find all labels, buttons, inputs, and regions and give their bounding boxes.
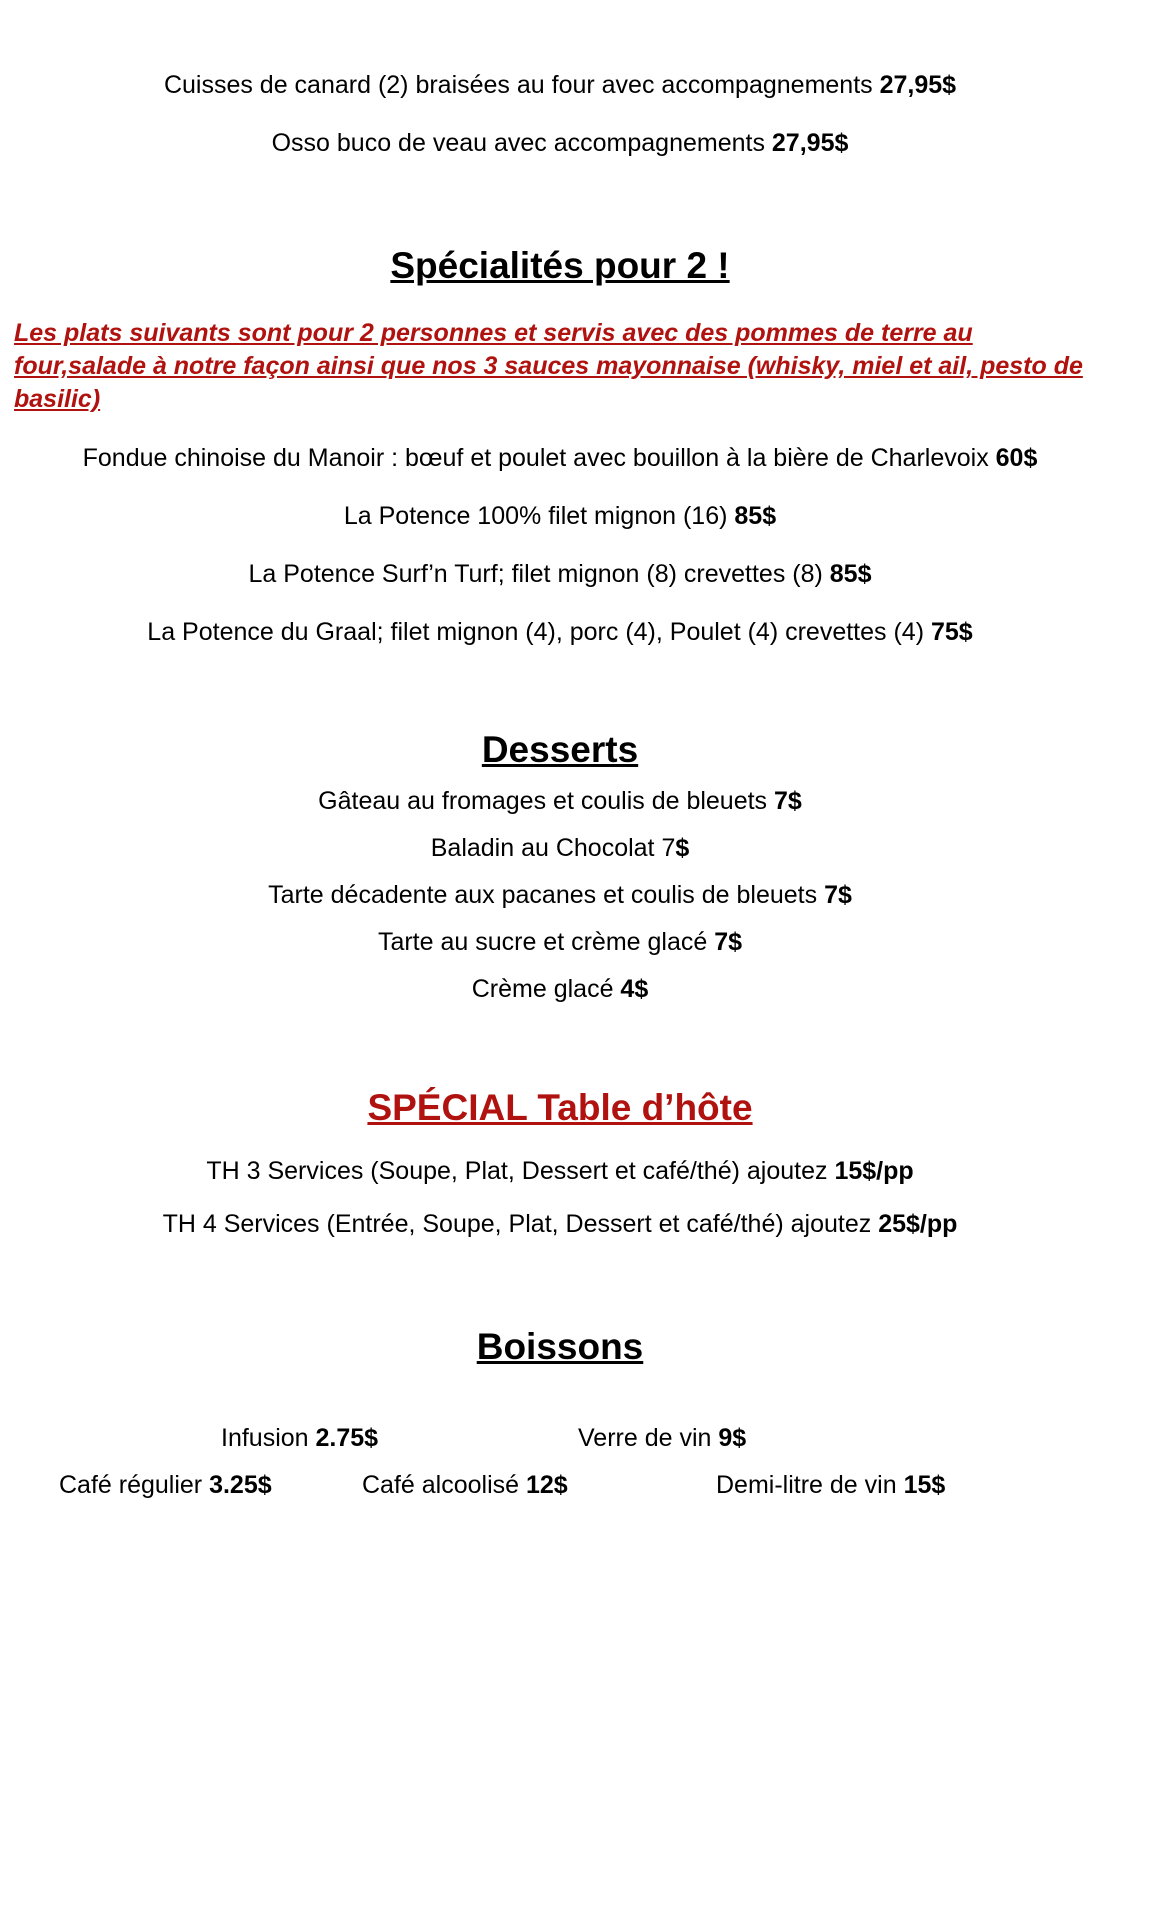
item-price: 15$/pp xyxy=(834,1157,914,1185)
menu-item-cuisses-canard xyxy=(0,70,1120,100)
item-name: Verre de vin xyxy=(578,1424,719,1452)
menu-item-gateau xyxy=(0,786,1120,816)
item-price: 7$ xyxy=(824,881,852,909)
item-name: Cuisses de canard (2) braisées au four avec accompagnements xyxy=(163,71,880,99)
item-price: $ xyxy=(675,834,690,862)
item-price: 27,95$ xyxy=(771,129,849,157)
item-price: 85$ xyxy=(734,502,777,530)
item-name: Crème glacé xyxy=(471,975,621,1003)
item-price: 9$ xyxy=(718,1424,747,1452)
item-price: 3.25$ xyxy=(209,1471,272,1499)
item-price: 2.75$ xyxy=(315,1424,379,1452)
item-price: 7$ xyxy=(774,787,802,815)
item-name: La Potence Surf’n Turf; filet mignon (8) crevettes (8) xyxy=(248,560,830,588)
section-title-specialites: Spécialités pour 2 ! xyxy=(390,245,730,286)
item-price: 12$ xyxy=(525,1471,568,1499)
item-name: TH 3 Services (Soupe, Plat, Dessert et café/thé) ajoutez xyxy=(206,1157,835,1185)
item-name: Café régulier xyxy=(59,1471,210,1499)
menu-item-fondue xyxy=(0,443,1120,473)
drink-cafe-regulier xyxy=(59,1470,272,1500)
item-name: Café alcoolisé xyxy=(362,1471,526,1499)
item-name: Infusion xyxy=(221,1424,316,1452)
item-name: Tarte décadente aux pacanes et coulis de bleuets xyxy=(268,881,825,909)
section-title-table-hote: SPÉCIAL Table d’hôte xyxy=(367,1087,753,1128)
item-price: 60$ xyxy=(995,444,1038,472)
menu-item-tarte-sucre xyxy=(0,927,1120,957)
item-name: La Potence 100% filet mignon (16) xyxy=(343,502,735,530)
menu-item-th3 xyxy=(0,1156,1120,1186)
item-name: Osso buco de veau avec accompagnements xyxy=(271,129,772,157)
item-price: 15$ xyxy=(903,1471,946,1499)
item-name: Fondue chinoise du Manoir : bœuf et poulet avec bouillon à la bière de Charlevoix xyxy=(82,444,996,472)
section-title-boissons: Boissons xyxy=(476,1326,644,1367)
item-name: Gâteau au fromages et coulis de bleuets xyxy=(318,787,775,815)
menu-item-potence-filet xyxy=(0,501,1120,531)
menu-item-osso-buco xyxy=(0,128,1120,158)
section-title-desserts: Desserts xyxy=(481,729,639,770)
item-name: Tarte au sucre et crème glacé xyxy=(377,928,715,956)
menu-item-creme-glace xyxy=(0,974,1120,1004)
drink-infusion xyxy=(221,1423,378,1453)
drink-cafe-alcoolise xyxy=(362,1470,568,1500)
menu-item-th4 xyxy=(0,1209,1120,1239)
item-name: TH 4 Services (Entrée, Soupe, Plat, Dessert et café/thé) ajoutez xyxy=(162,1210,879,1238)
item-name: Demi-litre de vin xyxy=(716,1471,904,1499)
specialites-note: Les plats suivants sont pour 2 personnes et servis avec des pommes de terre au four,salade à notre façon ainsi que nos 3 sauces mayonnaise (whisky, miel et ail, pesto de basilic) xyxy=(14,319,1083,413)
item-price: 85$ xyxy=(829,560,872,588)
menu-item-tarte-pacanes xyxy=(0,880,1120,910)
item-price: 4$ xyxy=(620,975,649,1003)
item-price: 25$/pp xyxy=(878,1210,958,1238)
item-price: 75$ xyxy=(930,618,973,646)
item-price: 27,95$ xyxy=(879,71,957,99)
item-price: 7$ xyxy=(714,928,743,956)
menu-item-potence-surf-turf xyxy=(0,559,1120,589)
drink-verre-vin xyxy=(578,1423,746,1453)
menu-item-baladin xyxy=(0,833,1120,863)
drink-demi-litre-vin xyxy=(716,1470,945,1500)
menu-item-potence-graal xyxy=(0,617,1120,647)
item-name: Baladin au Chocolat 7 xyxy=(430,834,676,862)
item-name: La Potence du Graal; filet mignon (4), porc (4), Poulet (4) crevettes (4) xyxy=(147,618,931,646)
